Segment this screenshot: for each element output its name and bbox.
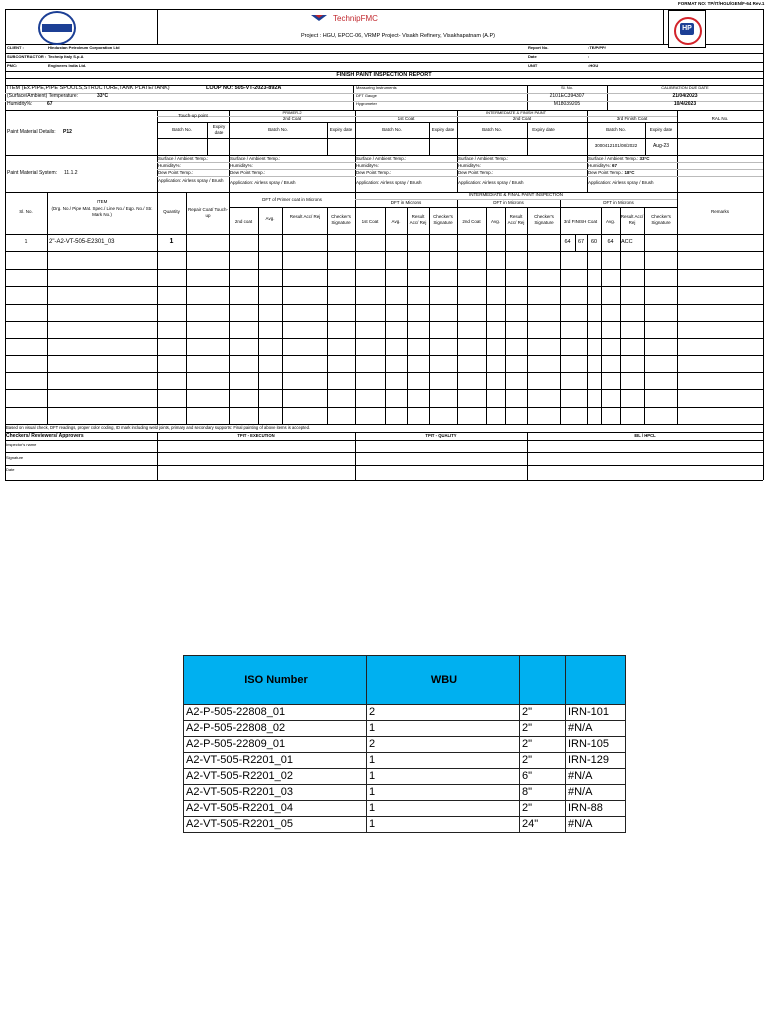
humidity-value: 67 — [47, 101, 53, 107]
touch-up-point: Touch-up point — [178, 113, 208, 118]
size-cell: 2" — [520, 801, 566, 817]
paint-system-label: Paint Material System: — [7, 170, 58, 176]
wbu-cell: 2 — [367, 737, 520, 753]
irn-cell: IRN-105 — [566, 737, 626, 753]
wbu-cell: 1 — [367, 817, 520, 833]
dew-point-second: Dew Point Temp.: — [458, 170, 494, 175]
humidity-finish: Humidity%: 67 — [588, 163, 618, 168]
subcontractor-value: Technip Italy S.p.A — [48, 54, 84, 59]
col-primer-avg: Avg. — [265, 216, 275, 221]
col-dft-microns-first: DFT in Microns — [390, 200, 422, 205]
dew-point-primer: Dew Point Temp.: — [230, 170, 266, 175]
loop-number: LOOP NO: 505-VT-2023-892A — [206, 85, 282, 91]
row1-finish-avg: 64 — [607, 239, 614, 245]
col-first-result: Result Acc/ Rej — [409, 214, 427, 225]
dew-point-first: Dew Point Temp.: — [356, 170, 392, 175]
hp-logo-text: HP — [682, 25, 692, 32]
col-primer-2nd-coat: 2nd coat — [234, 219, 253, 224]
batch-no-second: Batch No. — [482, 127, 502, 132]
row1-sl: 1 — [24, 239, 28, 245]
col-dft-microns-finish: DFT in Microns — [603, 200, 634, 205]
surface-temp-finish-value: 33°C — [639, 156, 650, 161]
wbu-cell: 1 — [367, 721, 520, 737]
intermediate-header: INTERMEDIATE & FINISH PAINT — [485, 110, 547, 115]
table-row — [184, 785, 626, 801]
dew-point-finish: Dew Point Temp.: 18°C — [588, 170, 635, 175]
surface-temp-label: (Surface/Ambient) Temperature: — [7, 93, 79, 99]
measuring-instruments: Measuring Instruments — [356, 85, 397, 90]
irn-cell: IRN-88 — [566, 801, 626, 817]
expiry-finish: Expiry date — [649, 127, 673, 132]
col-finish-result: Result Acc/ Rej — [620, 214, 644, 225]
batch-no-touchup: Batch No. — [172, 127, 192, 132]
row1-quantity: 1 — [169, 238, 174, 245]
iso-cell: A2-VT-505-R2201_04 — [184, 801, 367, 817]
surface-temp-finish: Surface / Ambient Temp.: 33°C — [588, 156, 650, 161]
pmc-value: Engineers India Ltd. — [48, 63, 87, 68]
pmc-label: PMC: — [7, 63, 18, 68]
table-row — [184, 705, 626, 721]
row1-finish-result: ACC — [621, 239, 633, 245]
humidity-first: Humidity%: — [356, 163, 379, 168]
col-repair-coat: Repair Coat/ Touch-up — [188, 207, 228, 218]
date-footer-label: Date — [6, 467, 15, 472]
table-row — [184, 769, 626, 785]
dft-gauge-label: DFT Gauge — [356, 93, 377, 98]
surface-temp-first: Surface / Ambient Temp.: — [356, 156, 407, 161]
size-cell: 24" — [520, 817, 566, 833]
irn-header — [566, 656, 626, 705]
row1-finish-reading-2: 67 — [577, 239, 585, 245]
dew-point-touchup: Dew Point Temp.: — [158, 170, 194, 175]
batch-no-primer: Batch No. — [268, 127, 288, 132]
client-label: CLIENT : — [7, 45, 24, 50]
wbu-cell: 1 — [367, 785, 520, 801]
irn-cell: IRN-101 — [566, 705, 626, 721]
batch-no-finish: Batch No. — [606, 127, 626, 132]
expiry-first: Expiry date — [431, 127, 455, 132]
hygrometer-label: Hygrometer — [356, 101, 377, 106]
iso-number-header: ISO Number — [184, 656, 367, 705]
col-remarks: Remarks — [710, 209, 729, 214]
surface-temp-second: Surface / Ambient Temp.: — [458, 156, 509, 161]
hp-logo-right — [668, 10, 706, 48]
irn-cell: IRN-129 — [566, 753, 626, 769]
size-header — [520, 656, 566, 705]
humidity-label: Humidity%: — [7, 101, 33, 107]
row1-finish-reading-1: 64 — [564, 239, 571, 245]
surface-temp-touchup: Surface / Ambient Temp.: — [158, 156, 209, 161]
acceptance-note: Based on visual check, DFT readings, proper color coding, ID mark including weld joints, primary and secondary supports: Final painting of above items is accepted. — [6, 425, 311, 430]
col-first-coat: 1st Coat — [361, 219, 379, 224]
irn-cell: #N/A — [566, 785, 626, 801]
size-cell: 2" — [520, 705, 566, 721]
table-row — [184, 737, 626, 753]
calibration-header: CALIBRATION DUE DATE — [661, 85, 709, 90]
dew-point-finish-value: 18°C — [624, 170, 635, 175]
table-row — [184, 801, 626, 817]
ral-number: RAL No. — [711, 116, 729, 121]
dft-gauge-calibration: 21/04/2023 — [672, 93, 698, 99]
row1-item: 2"-A2-VT-505-E2301_03 — [49, 239, 115, 245]
col-first-checker: Checker's Signature — [433, 214, 453, 225]
hpcl-logo-left — [38, 11, 76, 45]
col-dft-primer: DFT of Primer coat in Microns — [262, 197, 322, 202]
finish-batch-number: 3000412101/08/2022 — [594, 143, 638, 148]
iso-cell: A2-VT-505-R2201_01 — [184, 753, 367, 769]
col-second-coat: 2nd Coat — [462, 219, 481, 224]
col-second-checker: Checker's Signature — [534, 214, 554, 225]
iso-cell: A2-VT-505-R2201_03 — [184, 785, 367, 801]
primer-coat: 2nd Coat — [282, 116, 302, 121]
paint-material-details-value: P12 — [63, 129, 72, 135]
sl-no-header: Sl. No. — [560, 85, 573, 90]
checkers-label: Checkers/ Reviewers/ Approvers — [6, 433, 84, 439]
col-primer-checker: Checker's Signature — [331, 214, 351, 225]
surface-temp-value: 33°C — [97, 93, 109, 99]
application-finish: Application: Airless spray / Brush — [588, 180, 654, 185]
col-finish-avg: Avg. — [606, 219, 615, 224]
iso-cell: A2-P-505-22808_02 — [184, 721, 367, 737]
irn-cell: #N/A — [566, 721, 626, 737]
unit-value: :HGU — [588, 63, 599, 68]
irn-cell: #N/A — [566, 817, 626, 833]
table-row — [184, 817, 626, 833]
inspector-name-label: Inspector's name — [6, 442, 37, 447]
date-value: : — [588, 54, 590, 59]
col-third-finish: 3rd FINISH Coat — [563, 219, 598, 224]
hygrometer-serial: M18039205 — [553, 101, 581, 107]
size-cell: 6" — [520, 769, 566, 785]
table-row — [184, 721, 626, 737]
wbu-cell: 2 — [367, 705, 520, 721]
col-finish-checker: Checker's Signature — [651, 214, 671, 225]
iso-cell: A2-P-505-22808_01 — [184, 705, 367, 721]
col-inter-final: INTERMEDIATE & FINAL PAINT INSPECTION — [468, 192, 564, 197]
item-label: ITEM (Ex.PIPE,PIPE SPOOLS,STRUCTURE,TANK PLATE/TANK) — [7, 85, 170, 91]
report-no-label: Report No. — [528, 45, 549, 50]
humidity-touchup: Humidity%: — [158, 163, 181, 168]
tpit-quality-label: TPIT - QUALITY — [425, 433, 457, 438]
dft-gauge-serial: 2101EC394307 — [549, 93, 585, 99]
paint-material-details-label: Paint Material Details: — [7, 129, 56, 135]
second-coat-label: 2nd Coat — [512, 116, 532, 121]
expiry-primer: Expiry date — [329, 127, 353, 132]
report-title: FINISH PAINT INSPECTION REPORT — [336, 72, 432, 78]
humidity-finish-value: 67 — [612, 163, 618, 168]
batch-no-first: Batch No. — [382, 127, 402, 132]
iso-number-table — [183, 655, 626, 833]
col-sl-no: Sl. No. — [19, 209, 33, 214]
col-primer-result: Result Acc/ Rej — [289, 214, 321, 219]
project-title: Project : HGU, EPCC-06, VRMP Project- Visakh Refinery, Visakhapatnam (A.P) — [301, 33, 495, 39]
eil-hpcl-label: EIL / HPCL — [634, 433, 656, 438]
humidity-second: Humidity%: — [458, 163, 481, 168]
wbu-header: WBU — [367, 656, 520, 705]
iso-table-header — [184, 656, 626, 705]
unit-label: UNIT — [528, 63, 538, 68]
col-second-avg: Avg. — [491, 219, 500, 224]
surface-temp-primer: Surface / Ambient Temp.: — [230, 156, 281, 161]
application-primer: Application: Airless spray / Brush — [230, 180, 296, 185]
tpit-execution-label: TPIT - EXECUTION — [237, 433, 275, 438]
report-no-value: :TE/P/PP/ — [588, 45, 606, 50]
humidity-primer: Humidity%: — [230, 163, 253, 168]
row1-finish-reading-3: 60 — [590, 239, 598, 245]
col-item-subtitle: (Drg. No./ Pipe Mat. Spec./ Line No./ Eqp. No./ Str. Mark No.) — [51, 206, 153, 217]
col-second-result: Result Acc/ Rej — [507, 214, 525, 225]
wbu-cell: 1 — [367, 801, 520, 817]
col-item-title: ITEM — [96, 199, 108, 204]
finish-expiry-date: Aug-23 — [652, 143, 670, 149]
third-finish-coat-label: 3rd Finish Coat — [616, 116, 648, 121]
first-coat-label: 1st Coat — [397, 116, 415, 121]
wbu-cell: 1 — [367, 753, 520, 769]
iso-cell: A2-VT-505-R2201_05 — [184, 817, 367, 833]
technipfmc-icon — [311, 14, 327, 22]
col-first-avg: Avg. — [391, 219, 401, 224]
client-value: Hindustan Petroleum Corporation Ltd — [48, 45, 120, 50]
table-row — [184, 753, 626, 769]
size-cell: 2" — [520, 737, 566, 753]
expiry-touchup: Expiry date — [212, 124, 226, 135]
irn-cell: #N/A — [566, 769, 626, 785]
hygrometer-calibration: 10/4/2023 — [673, 101, 697, 107]
col-quantity: Quantity — [163, 209, 180, 214]
size-cell: 2" — [520, 721, 566, 737]
application-second: Application: Airless spray / Brush — [458, 180, 524, 185]
paint-system-value: 11.1.2 — [64, 170, 78, 176]
signature-label: Signature — [6, 455, 24, 460]
application-touchup: Application: Airless spray / Brush — [158, 178, 224, 183]
expiry-second: Expiry date — [532, 127, 555, 132]
size-cell: 2" — [520, 753, 566, 769]
technipfmc-brand: TechnipFMC — [333, 14, 378, 23]
wbu-cell: 1 — [367, 769, 520, 785]
size-cell: 8" — [520, 785, 566, 801]
subcontractor-label: SUBCONTRACTOR : — [7, 54, 47, 59]
col-dft-microns-second: DFT in Microns — [493, 200, 524, 205]
format-number: FORMAT NO: TP/IT/HGU/GEN/F-64 Rev.1 — [678, 1, 765, 6]
iso-cell: A2-P-505-22809_01 — [184, 737, 367, 753]
iso-cell: A2-VT-505-R2201_02 — [184, 769, 367, 785]
application-first: Application: Airless spray / Brush — [356, 180, 422, 185]
primer-header: PRIMER-2 — [282, 110, 302, 115]
date-label: Date — [528, 54, 537, 59]
